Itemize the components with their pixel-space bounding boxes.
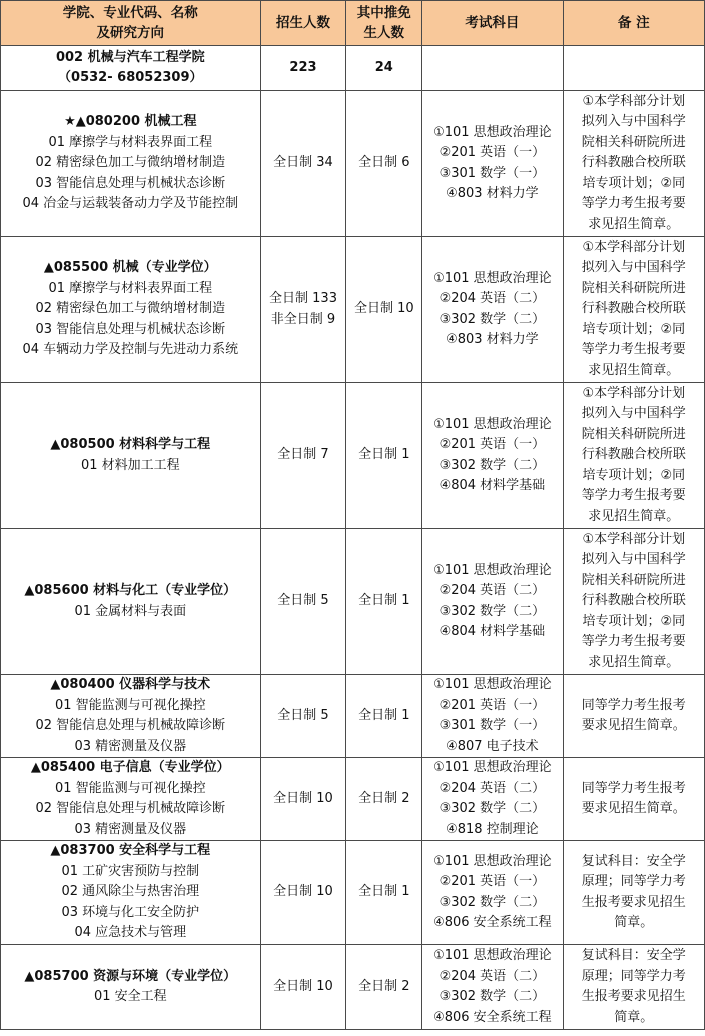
header-note: 备 注 (563, 1, 704, 46)
exempt-cell: 全日制 6 (346, 91, 422, 237)
exam-cell (422, 383, 563, 529)
note-line: 行科教融合校所联 (581, 301, 686, 317)
header-major-line1: 学院、专业代码、名称 (62, 4, 198, 21)
header-exempt (346, 1, 422, 46)
research-direction: 03 精密测量及仪器 (74, 821, 187, 837)
exam-subject: ②201 英语（一） (439, 437, 546, 452)
research-direction: 02 精密绿色加工与微纳增材制造 (35, 301, 226, 317)
major-row (1, 529, 705, 675)
research-direction: 03 智能信息处理与机械状态诊断 (35, 175, 226, 191)
exam-subject: ①101 思想政治理论 (433, 760, 552, 775)
enroll-cell (260, 383, 346, 529)
exam-subject: ④806 安全系统工程 (433, 1009, 552, 1025)
note-cell (563, 758, 704, 841)
enroll-value: 全日制 5 (277, 707, 329, 723)
note-line: 生报考要求见招生 (581, 989, 686, 1004)
note-line: 求见招生简章。 (588, 216, 680, 232)
exam-subject: ③302 数学（二） (439, 894, 546, 910)
note-line: 行科教融合校所联 (581, 593, 686, 609)
major-cell (1, 675, 261, 758)
note-line: 要求见招生简章。 (581, 801, 686, 816)
major-title: ▲083700 安全科学与工程 (50, 843, 211, 859)
major-title: ▲085700 资源与环境（专业学位） (24, 968, 237, 984)
exam-subject: ③302 数学（二） (439, 989, 546, 1004)
major-title: ▲080500 材料科学与工程 (50, 437, 211, 452)
exam-subject: ④804 材料学基础 (439, 624, 546, 639)
note-cell (563, 675, 704, 758)
note-line: 同等学力考生报考 (581, 780, 686, 796)
note-line: 原理；同等学力考 (581, 874, 686, 889)
college-row (1, 46, 705, 91)
note-line: 求见招生简章。 (588, 508, 680, 524)
note-line: 培专项计划；②同 (582, 613, 686, 629)
exam-subject: ④818 控制理论 (446, 821, 539, 837)
enroll-value: 全日制 133 (269, 291, 337, 306)
college-note-empty (563, 46, 704, 91)
exam-subject: ①101 思想政治理论 (433, 270, 552, 286)
note-line: ①本学科部分计划 (582, 531, 686, 547)
note-line: 等学力考生报考要 (581, 342, 686, 358)
note-line: 培专项计划；②同 (582, 175, 686, 191)
major-title: ▲085400 电子信息（专业学位） (30, 760, 230, 775)
enroll-value: 全日制 5 (277, 593, 329, 609)
college-exam-empty (422, 46, 563, 91)
note-line: ①本学科部分计划 (582, 239, 686, 255)
note-line: 院相关科研院所进 (581, 426, 686, 442)
exam-subject: ①101 思想政治理论 (433, 124, 552, 140)
header-exempt-line2: 生人数 (363, 25, 405, 41)
enroll-value: 全日制 7 (277, 447, 329, 463)
note-line: 求见招生简章。 (588, 654, 680, 670)
major-row (1, 841, 705, 945)
exam-subject: ③302 数学（二） (439, 801, 546, 816)
note-cell (563, 529, 704, 675)
college-cell (1, 46, 261, 91)
research-direction: 02 通风除尘与热害治理 (61, 884, 200, 900)
note-line: 拟列入与中国科学 (581, 406, 686, 422)
research-direction: 03 精密测量及仪器 (74, 738, 187, 754)
research-direction: 04 应急技术与管理 (74, 925, 187, 941)
major-cell (1, 841, 261, 945)
note-line: 等学力考生报考要 (581, 634, 686, 650)
exam-subject: ①101 思想政治理论 (433, 948, 552, 963)
research-direction: 03 智能信息处理与机械状态诊断 (35, 321, 226, 337)
exam-subject: ①101 思想政治理论 (433, 416, 552, 432)
header-major (1, 1, 261, 46)
note-line: 复试科目：安全学 (581, 853, 686, 869)
note-line: ①本学科部分计划 (582, 93, 686, 109)
note-line: 行科教融合校所联 (581, 155, 686, 171)
exam-subject: ①101 思想政治理论 (433, 562, 552, 578)
major-row (1, 675, 705, 758)
note-line: 生报考要求见招生 (581, 894, 686, 910)
enroll-cell (260, 945, 346, 1030)
major-cell (1, 529, 261, 675)
exam-subject: ①101 思想政治理论 (433, 677, 552, 692)
research-direction: 01 智能监测与可视化操控 (54, 697, 206, 713)
major-title: ▲085600 材料与化工（专业学位） (24, 583, 237, 598)
major-cell (1, 237, 261, 383)
enroll-cell (260, 91, 346, 237)
enroll-cell (260, 841, 346, 945)
enroll-cell (260, 758, 346, 841)
note-line: 简章。 (614, 1009, 654, 1025)
exam-subject: ①101 思想政治理论 (433, 853, 552, 869)
research-direction: 01 材料加工工程 (80, 457, 180, 473)
exempt-cell: 全日制 1 (346, 841, 422, 945)
major-row (1, 237, 705, 383)
note-line: 等学力考生报考要 (581, 196, 686, 212)
note-line: 等学力考生报考要 (581, 488, 686, 504)
exempt-cell: 全日制 2 (346, 758, 422, 841)
research-direction: 01 智能监测与可视化操控 (54, 780, 206, 796)
college-exempt: 24 (346, 46, 422, 91)
research-direction: 01 金属材料与表面 (74, 603, 187, 619)
note-line: 院相关科研院所进 (581, 134, 686, 150)
exam-subject: ②201 英语（一） (439, 874, 546, 889)
exam-subject: ②201 英语（一） (439, 697, 546, 713)
exam-subject: ②201 英语（一） (439, 145, 546, 160)
note-line: 求见招生简章。 (588, 362, 680, 378)
major-title: ★▲080200 机械工程 (64, 114, 197, 130)
research-direction: 01 工矿灾害预防与控制 (61, 863, 200, 879)
note-line: 行科教融合校所联 (581, 447, 686, 463)
exam-subject: ③301 数学（一） (439, 718, 546, 733)
research-direction: 03 环境与化工安全防护 (61, 904, 200, 920)
research-direction: 01 安全工程 (93, 989, 167, 1004)
exam-cell (422, 237, 563, 383)
exam-cell (422, 529, 563, 675)
note-cell (563, 945, 704, 1030)
exam-subject: ③301 数学（一） (439, 165, 546, 181)
exam-cell (422, 945, 563, 1030)
note-line: 同等学力考生报考 (581, 697, 686, 713)
header-row (1, 1, 705, 46)
exempt-cell: 全日制 1 (346, 529, 422, 675)
exam-subject: ④804 材料学基础 (439, 478, 546, 493)
exam-subject: ②204 英语（二） (439, 291, 546, 306)
major-row (1, 383, 705, 529)
research-direction: 04 车辆动力学及控制与先进动力系统 (22, 342, 239, 358)
exam-subject: ③302 数学（二） (439, 457, 546, 473)
exempt-cell: 全日制 1 (346, 675, 422, 758)
exam-subject: ④807 电子技术 (446, 738, 539, 754)
research-direction: 02 智能信息处理与机械故障诊断 (35, 801, 226, 816)
exam-subject: ③302 数学（二） (439, 311, 546, 327)
note-line: 要求见招生简章。 (581, 718, 686, 733)
exam-subject: ③302 数学（二） (439, 603, 546, 619)
note-line: 简章。 (614, 915, 654, 930)
note-line: 院相关科研院所进 (581, 572, 686, 588)
major-title: ▲085500 机械（专业学位） (43, 260, 217, 276)
note-line: 复试科目：安全学 (581, 948, 686, 963)
major-cell (1, 91, 261, 237)
note-cell (563, 841, 704, 945)
exam-cell (422, 675, 563, 758)
note-line: 培专项计划；②同 (582, 321, 686, 337)
note-line: 院相关科研院所进 (581, 280, 686, 296)
note-line: 原理；同等学力考 (581, 968, 686, 984)
note-line: 培专项计划；②同 (582, 467, 686, 483)
exam-cell (422, 91, 563, 237)
enroll-cell (260, 529, 346, 675)
header-enroll: 招生人数 (260, 1, 346, 46)
header-exam: 考试科目 (422, 1, 563, 46)
note-cell (563, 383, 704, 529)
major-row (1, 758, 705, 841)
exam-subject: ④803 材料力学 (446, 332, 539, 347)
enroll-value: 全日制 10 (273, 884, 333, 900)
exempt-cell: 全日制 2 (346, 945, 422, 1030)
research-direction: 01 摩擦学与材料表界面工程 (48, 280, 213, 296)
major-cell (1, 758, 261, 841)
exam-cell (422, 841, 563, 945)
enroll-cell (260, 675, 346, 758)
enroll-value: 非全日制 9 (270, 311, 336, 327)
major-cell (1, 383, 261, 529)
exempt-cell: 全日制 10 (346, 237, 422, 383)
header-exempt-line1: 其中推免 (356, 4, 411, 21)
exam-cell (422, 758, 563, 841)
note-line: 拟列入与中国科学 (581, 552, 686, 568)
enroll-value: 全日制 34 (273, 155, 333, 171)
enroll-value: 全日制 10 (273, 790, 333, 806)
enroll-cell (260, 237, 346, 383)
college-phone: （0532- 68052309） (58, 70, 203, 85)
research-direction: 04 冶金与运载装备动力学及节能控制 (22, 196, 239, 212)
note-cell (563, 237, 704, 383)
exam-subject: ④803 材料力学 (446, 186, 539, 201)
exam-subject: ②204 英语（二） (439, 780, 546, 796)
major-cell (1, 945, 261, 1030)
enroll-value: 全日制 10 (273, 978, 333, 994)
research-direction: 01 摩擦学与材料表界面工程 (48, 134, 213, 150)
exam-subject: ④806 安全系统工程 (433, 915, 552, 930)
major-row (1, 91, 705, 237)
note-line: 拟列入与中国科学 (581, 260, 686, 276)
major-row (1, 945, 705, 1030)
exam-subject: ②204 英语（二） (439, 968, 546, 984)
note-line: 拟列入与中国科学 (581, 114, 686, 130)
exam-subject: ②204 英语（二） (439, 583, 546, 598)
college-enroll: 223 (260, 46, 346, 91)
note-cell (563, 91, 704, 237)
research-direction: 02 精密绿色加工与微纳增材制造 (35, 155, 226, 171)
major-title: ▲080400 仪器科学与技术 (50, 677, 211, 692)
exempt-cell: 全日制 1 (346, 383, 422, 529)
note-line: ①本学科部分计划 (582, 385, 686, 401)
college-name: 002 机械与汽车工程学院 (55, 49, 205, 65)
research-direction: 02 智能信息处理与机械故障诊断 (35, 718, 226, 733)
header-major-line2: 及研究方向 (96, 25, 165, 41)
